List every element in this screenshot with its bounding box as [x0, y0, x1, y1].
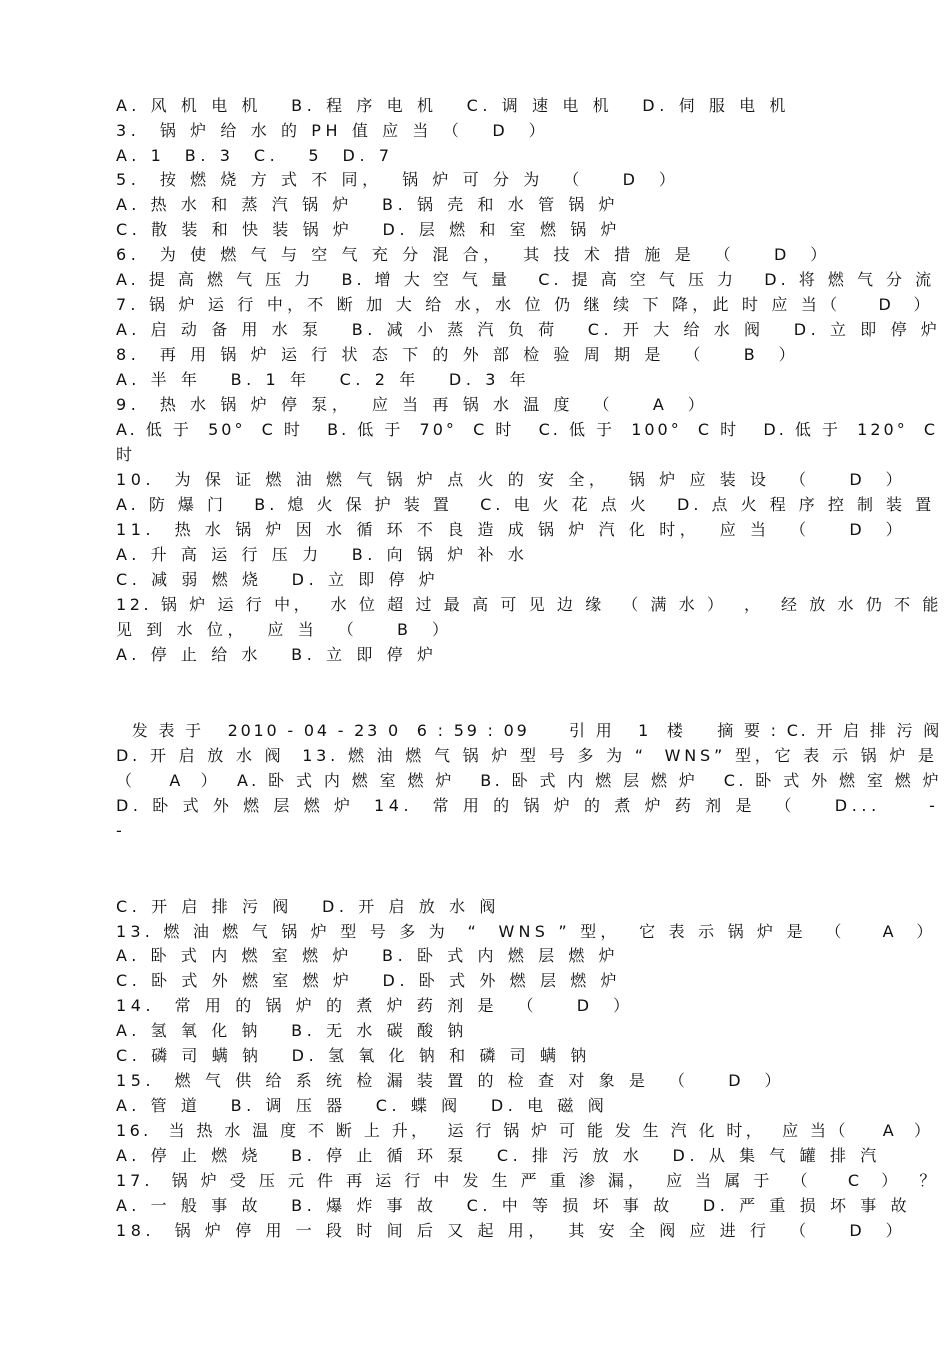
text-line: 3. 锅 炉 给 水 的 PH 值 应 当 （ D ）: [116, 121, 550, 140]
text-line: 8. 再 用 锅 炉 运 行 状 态 下 的 外 部 检 验 周 期 是 （ B ）: [116, 345, 800, 364]
text-line: 10. 为 保 证 燃 油 燃 气 锅 炉 点 火 的 安 全， 锅 炉 应 装 设 （ D ）: [116, 470, 907, 489]
text-line: A. 一 般 事 故 B. 爆 炸 事 故 C. 中 等 损 坏 事 故 D. 严 重 损 坏 事 故: [116, 1196, 912, 1215]
text-line: 发 表 于 2010 - 04 - 23 0 6 : 59 : 09 引 用 1 楼 摘 要 : C. 开 启 排 污 阀: [116, 721, 942, 740]
text-line: 15. 燃 气 供 给 系 统 检 漏 装 置 的 检 查 对 象 是 （ D ）: [116, 1071, 786, 1090]
text-line: 18. 锅 炉 停 用 一 段 时 间 后 又 起 用， 其 安 全 阀 应 进 行 （ D ）: [116, 1221, 907, 1240]
text-line: A. 提 高 燃 气 压 力 B. 增 大 空 气 量 C. 提 高 空 气 压 力 D. 将 燃 气 分 流: [116, 270, 936, 289]
text-line: 9. 热 水 锅 炉 停 泵， 应 当 再 锅 水 温 度 （ A ）: [116, 395, 709, 414]
text-line: 6. 为 使 燃 气 与 空 气 充 分 混 合， 其 技 术 措 施 是 （ D ）: [116, 245, 831, 264]
text-line: 14. 常 用 的 锅 炉 的 煮 炉 药 剂 是 （ D ）: [116, 996, 634, 1015]
text-line: A. 氢 氧 化 钠 B. 无 水 碳 酸 钠: [116, 1021, 468, 1040]
text-line: C. 磷 司 螨 钠 D. 氢 氧 化 钠 和 磷 司 螨 钠: [116, 1046, 591, 1065]
text-line: 11. 热 水 锅 炉 因 水 循 环 不 良 造 成 锅 炉 汽 化 时， 应 当 （ D ）: [116, 520, 907, 539]
text-line: C. 散 装 和 快 装 锅 炉 D. 层 燃 和 室 燃 锅 炉: [116, 220, 622, 239]
text-line: （ A ） A. 卧 式 内 燃 室 燃 炉 B. 卧 式 内 燃 层 燃 炉 C. 卧 式 外 燃 室 燃 炉: [116, 771, 943, 790]
text-line: A. 管 道 B. 调 压 器 C. 蝶 阀 D. 电 磁 阀: [116, 1096, 609, 1115]
text-line: C. 减 弱 燃 烧 D. 立 即 停 炉: [116, 570, 440, 589]
text-line: 见 到 水 位， 应 当 （ B ）: [116, 620, 453, 639]
text-line: A. 低 于 50° C 时 B. 低 于 70° C 时 C. 低 于 100° C 时 D. 低 于 120° C: [116, 420, 939, 439]
text-line: -: [116, 821, 127, 840]
text-line: A. 半 年 B. 1 年 C. 2 年 D. 3 年: [116, 370, 531, 389]
text-line: A. 热 水 和 蒸 汽 锅 炉 B. 锅 壳 和 水 管 锅 炉: [116, 195, 620, 214]
text-line: A. 升 高 运 行 压 力 B. 向 锅 炉 补 水: [116, 545, 529, 564]
text-line: A. 启 动 备 用 水 泵 B. 减 小 蒸 汽 负 荷 C. 开 大 给 水 阀 D. 立 即 停 炉: [116, 320, 942, 339]
text-line: 7. 锅 炉 运 行 中，不 断 加 大 给 水，水 位 仍 继 续 下 降，此 时 应 当（ D ）: [116, 295, 934, 314]
text-line: A. 防 爆 门 B. 熄 火 保 护 装 置 C. 电 火 花 点 火 D. 点 火 程 序 控 制 装 置: [116, 495, 936, 514]
text-line: 13. 燃 油 燃 气 锅 炉 型 号 多 为 “ WNS ” 型， 它 表 示 锅 炉 是 （ A ）: [116, 922, 937, 941]
text-line: 16. 当 热 水 温 度 不 断 上 升， 运 行 锅 炉 可 能 发 生 汽 化 时， 应 当（ A ）: [116, 1121, 934, 1140]
text-line: C. 开 启 排 污 阀 D. 开 启 放 水 阀: [116, 897, 500, 916]
text-line: 12. 锅 炉 运 行 中， 水 位 超 过 最 高 可 见 边 缘 （ 满 水 ） ， 经 放 水 仍 不 能: [116, 595, 943, 614]
text-line: 17. 锅 炉 受 压 元 件 再 运 行 中 发 生 严 重 渗 漏， 应 当 属 于 （ C ） ？: [116, 1171, 940, 1190]
text-line: D. 卧 式 外 燃 层 燃 炉 14. 常 用 的 锅 炉 的 煮 炉 药 剂 是 （ D... -: [116, 796, 940, 815]
text-line: C. 卧 式 外 燃 室 燃 炉 D. 卧 式 外 燃 层 燃 炉: [116, 971, 622, 990]
text-line: A. 停 止 给 水 B. 立 即 停 炉: [116, 645, 438, 664]
text-line: A. 1 B. 3 C. 5 D. 7: [116, 146, 394, 165]
text-line: A. 卧 式 内 燃 室 燃 炉 B. 卧 式 内 燃 层 燃 炉: [116, 946, 620, 965]
text-line: A. 停 止 燃 烧 B. 停 止 循 环 泵 C. 排 污 放 水 D. 从 集 气 罐 排 汽: [116, 1146, 881, 1165]
text-line: D. 开 启 放 水 阀 13. 燃 油 燃 气 锅 炉 型 号 多 为 “ WNS” 型，它 表 示 锅 炉 是: [116, 746, 938, 765]
text-line: A. 风 机 电 机 B. 程 序 电 机 C. 调 速 电 机 D. 伺 服 电 机: [116, 96, 791, 115]
text-line: 5. 按 燃 烧 方 式 不 同， 锅 炉 可 分 为 （ D ）: [116, 170, 680, 189]
text-line: 时: [116, 445, 137, 464]
